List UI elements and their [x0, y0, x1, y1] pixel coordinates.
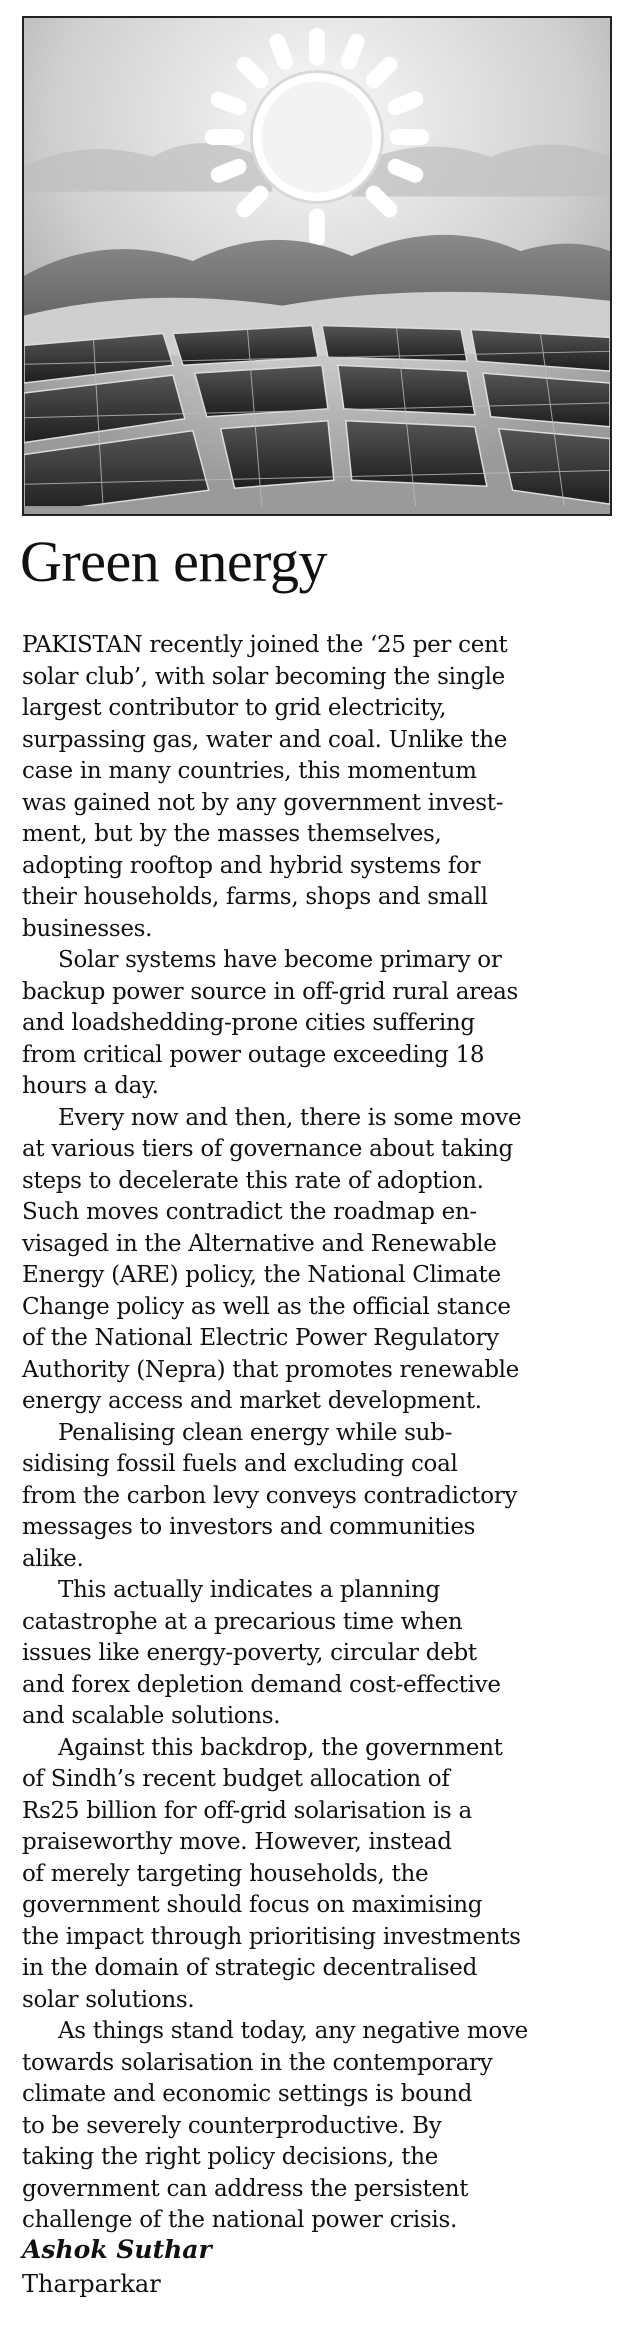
- letter-signature: [22, 2233, 212, 2301]
- author-name: Ashok Suthar: [22, 2235, 212, 2264]
- article-paragraph: Every now and then, there is some move at various tiers of governance about taking steps to decelerate this rate of adoption. Such moves contradict the roadmap en- visaged in the Alternative and Renewable Energy (ARE) policy, the National Climate Change policy as well as the official stance of the National Electric Power Regulatory Authority (Nepra) that promotes renewable energy access and market development.: [22, 1104, 522, 1414]
- article-headline: Green energy: [20, 529, 327, 594]
- solar-illustration: [22, 16, 612, 516]
- sun-over-solar-panels-icon: [24, 18, 610, 514]
- article-paragraph: This actually indicates a planning catastrophe at a precarious time when issues like energy-poverty, circular debt and forex depletion demand cost-effective and scalable solutions.: [22, 1577, 501, 1729]
- author-location: Tharparkar: [22, 2270, 161, 2298]
- article-paragraph: Solar systems have become primary or backup power source in off-grid rural areas and loadshedding-prone cities suffering from critical power outage exceeding 18 hours a day.: [22, 947, 519, 1099]
- article-paragraph: Penalising clean energy while sub- sidising fossil fuels and excluding coal from the carbon levy conveys contradictory messages to investors and communities alike.: [22, 1419, 518, 1572]
- article-paragraph: As things stand today, any negative move towards solarisation in the contemporary climate and economic settings is bound to be severely counterproductive. By taking the right policy decisions, the government can address the persistent challenge of the national power crisis.: [22, 2018, 528, 2233]
- article-body: [22, 630, 614, 2237]
- article-paragraph: Against this backdrop, the government of Sindh’s recent budget allocation of Rs25 billion for off-grid solarisation is a praiseworthy move. However, instead of merely targeting households, the government should focus on maximising the impact through prioritising investments in the domain of strategic decentralised solar solutions.: [22, 1734, 521, 2013]
- article-paragraph: PAKISTAN recently joined the ‘25 per cent solar club’, with solar becoming the single largest contributor to grid electricity, surpassing gas, water and coal. Unlike the case in many countries, this momentum was gained not by any government invest- ment, but by the masses themselves, adopting rooftop and hybrid systems for their households, farms, shops and small businesses.: [22, 632, 508, 942]
